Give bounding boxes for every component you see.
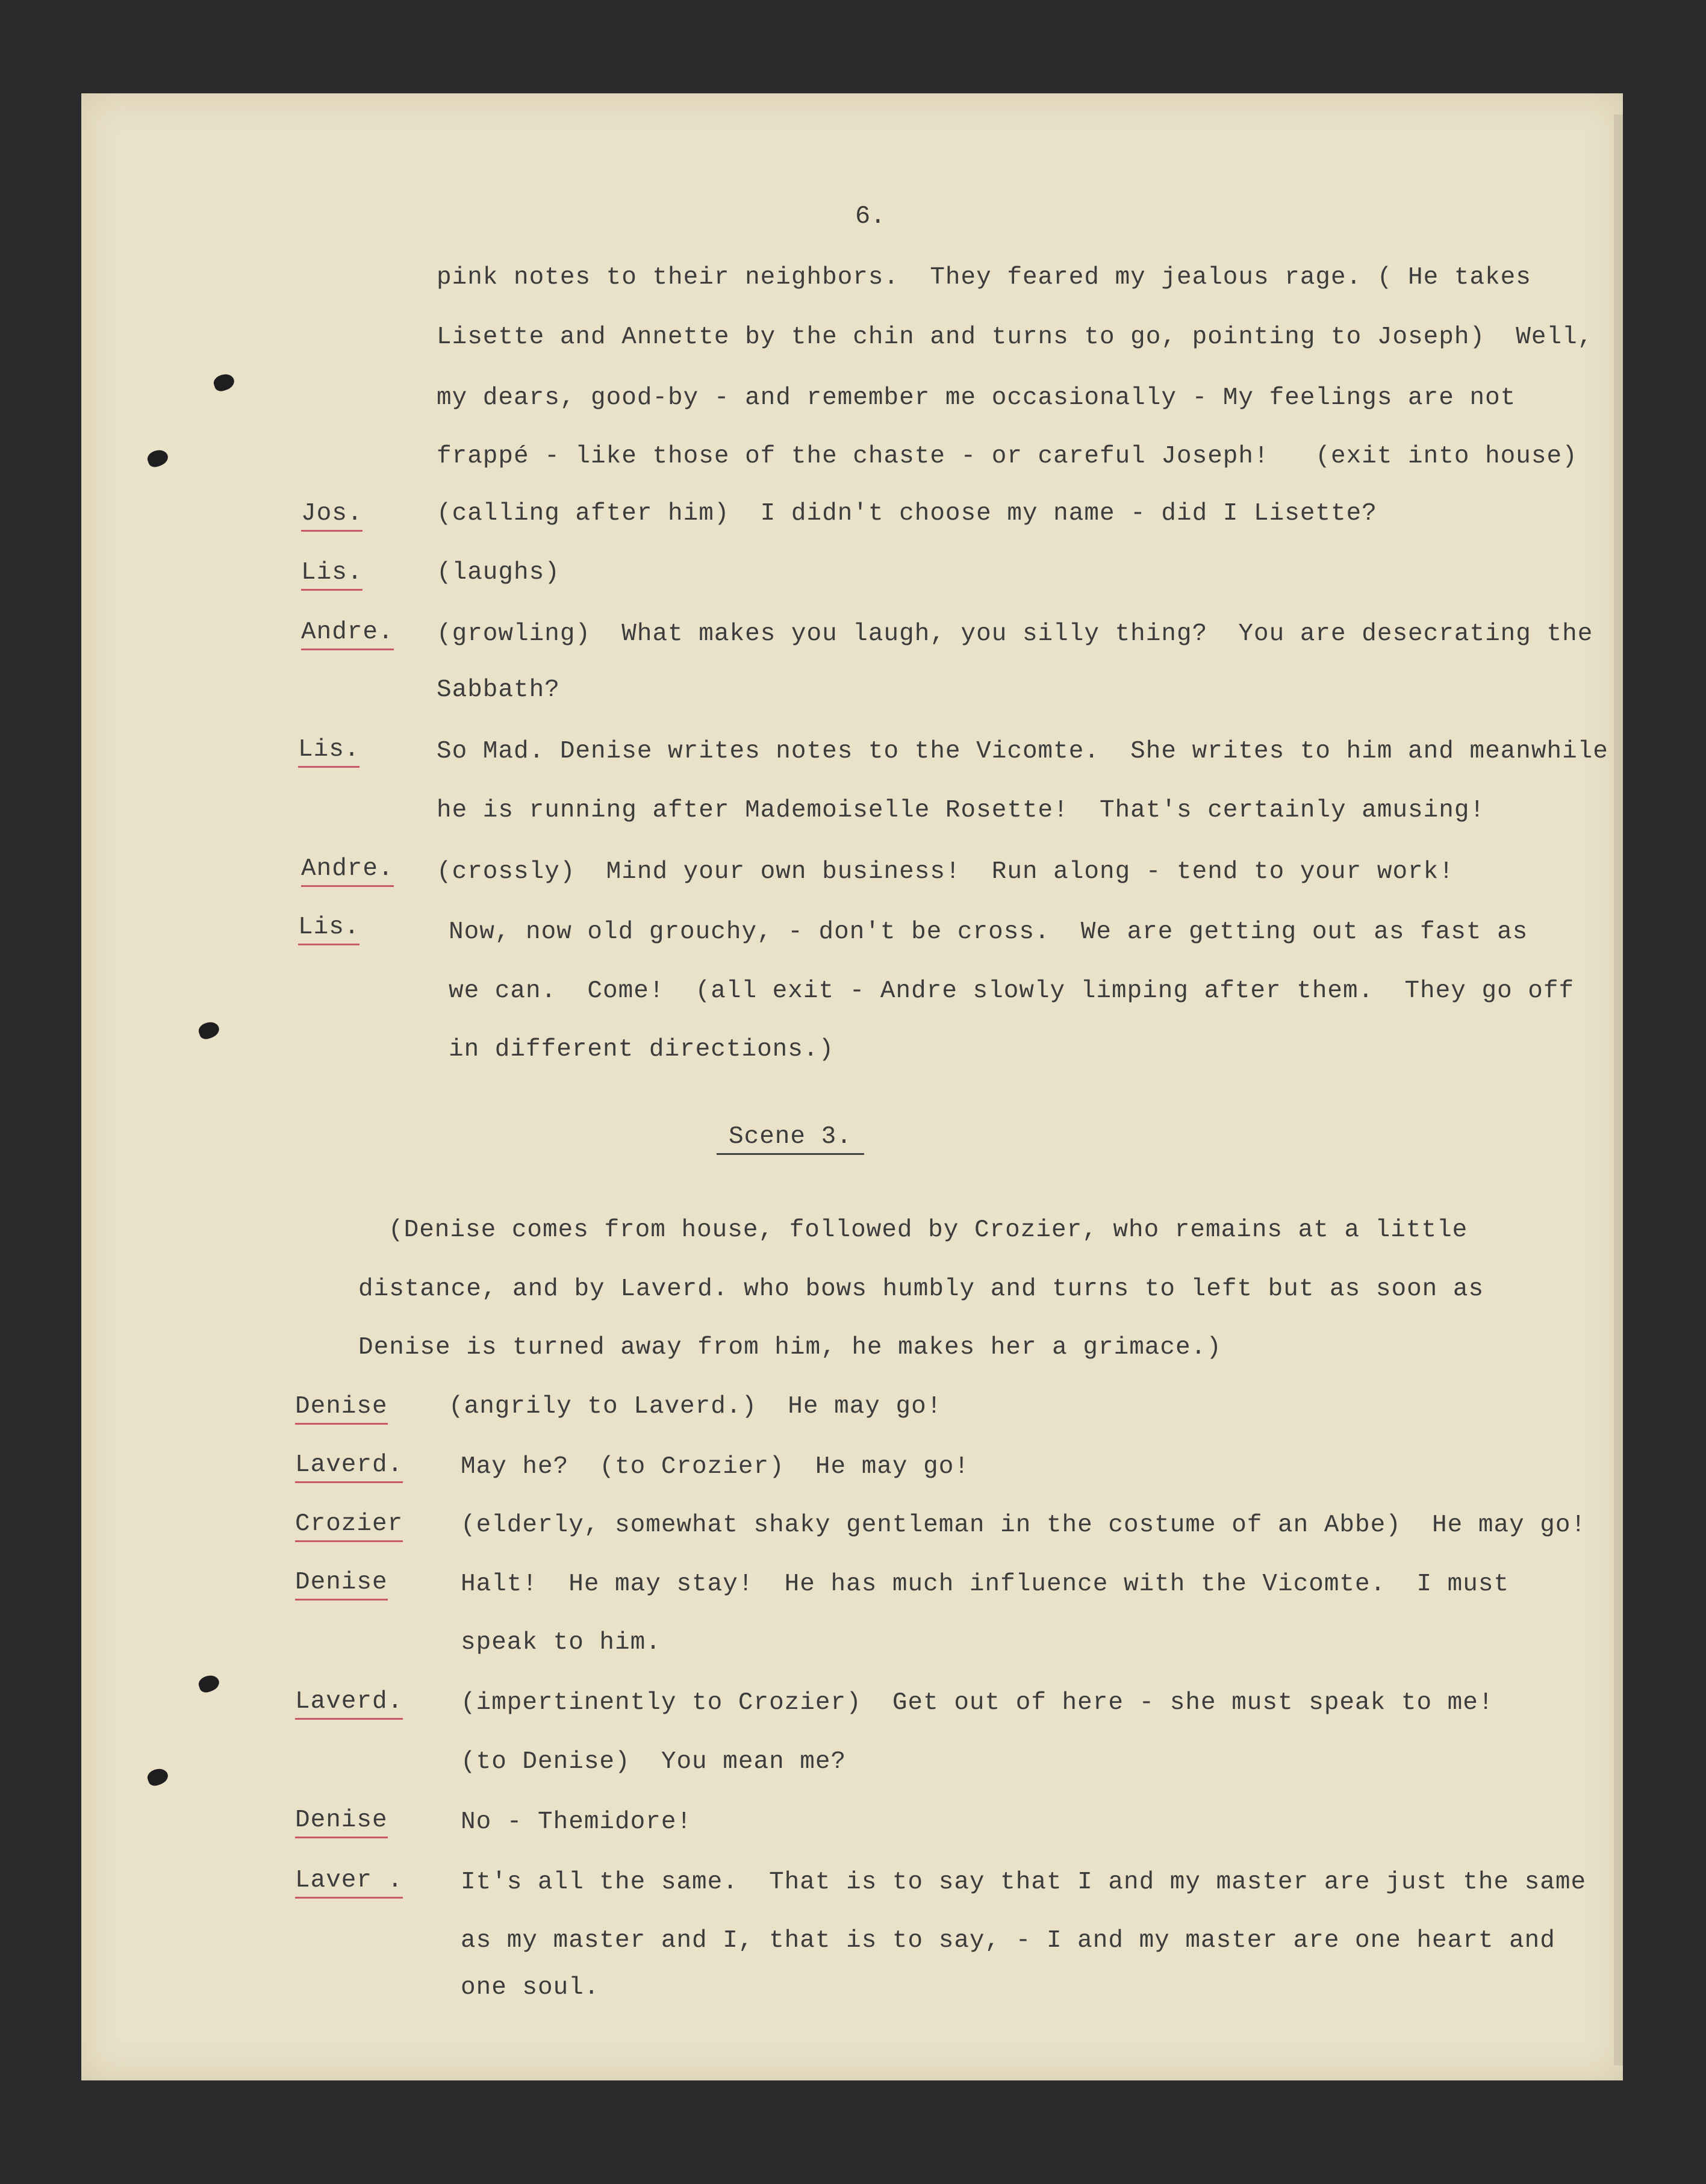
dialogue-line: (elderly, somewhat shaky gentleman in the costume of an Abbe) He may go! [461, 1511, 1587, 1539]
text-line: frappé - like those of the chaste - or careful Joseph! (exit into house) [437, 443, 1578, 470]
speaker-name: Lis. [298, 913, 360, 945]
dialogue-line: Now, now old grouchy, - don't be cross. We are getting out as fast as [449, 918, 1528, 946]
speaker-name: Crozier [295, 1510, 403, 1542]
dialogue-line: (angrily to Laverd.) He may go! [449, 1393, 942, 1420]
speaker-name: Denise [295, 1569, 388, 1601]
speaker-name: Denise [295, 1806, 388, 1838]
dialogue-line: Halt! He may stay! He has much influence with the Vicomte. I must [461, 1570, 1510, 1598]
dialogue-line: speak to him. [461, 1629, 661, 1657]
dialogue-line: (growling) What makes you laugh, you silly thing? You are desecrating the [437, 620, 1593, 648]
dialogue-line: (impertinently to Crozier) Get out of here - she must speak to me! [461, 1689, 1494, 1717]
dialogue-line: (crossly) Mind your own business! Run along - tend to your work! [437, 858, 1454, 886]
speaker-name: Jos. [301, 500, 363, 532]
dialogue-line: May he? (to Crozier) He may go! [461, 1453, 970, 1481]
speaker-name: Lis. [298, 736, 360, 768]
text-line: Lisette and Annette by the chin and turns to go, pointing to Joseph) Well, [437, 323, 1593, 351]
speaker-name: Laverd. [295, 1451, 403, 1483]
speaker-name: Laver . [295, 1867, 403, 1899]
speaker-name: Lis. [301, 559, 363, 591]
stage-direction-line: distance, and by Laverd. who bows humbly and turns to left but as soon as [358, 1275, 1484, 1303]
speaker-name: Denise [295, 1393, 388, 1425]
dialogue-line: one soul. [461, 1974, 600, 2002]
text-line: pink notes to their neighbors. They feared my jealous rage. ( He takes [437, 264, 1531, 291]
dialogue-line: (laughs) [437, 559, 560, 586]
page-number: 6. [855, 202, 886, 231]
dialogue-line: we can. Come! (all exit - Andre slowly limping after them. They go off [449, 977, 1575, 1005]
dialogue-line: It's all the same. That is to say that I and my master are just the same [461, 1868, 1587, 1896]
dialogue-line: he is running after Mademoiselle Rosette! That's certainly amusing! [437, 797, 1486, 824]
speaker-name: Andre. [301, 855, 394, 887]
dialogue-line: So Mad. Denise writes notes to the Vicomte. She writes to him and meanwhile [437, 738, 1608, 765]
dialogue-line: (calling after him) I didn't choose my name - did I Lisette? [437, 500, 1377, 527]
dialogue-line: as my master and I, that is to say, - I and my master are one heart and [461, 1927, 1555, 1955]
dialogue-line: No - Themidore! [461, 1808, 693, 1836]
stage-direction-line: (Denise comes from house, followed by Crozier, who remains at a little [388, 1216, 1468, 1244]
speaker-name: Laverd. [295, 1688, 403, 1720]
page-edge-shadow [1614, 114, 1623, 2065]
scene-heading: Scene 3. [717, 1123, 864, 1155]
dialogue-line: (to Denise) You mean me? [461, 1748, 847, 1776]
dialogue-line: Sabbath? [437, 676, 560, 704]
stage-direction-line: Denise is turned away from him, he makes her a grimace.) [358, 1334, 1222, 1361]
text-line: my dears, good-by - and remember me occasionally - My feelings are not [437, 384, 1516, 412]
dialogue-line: in different directions.) [449, 1036, 835, 1063]
speaker-name: Andre. [301, 618, 394, 650]
